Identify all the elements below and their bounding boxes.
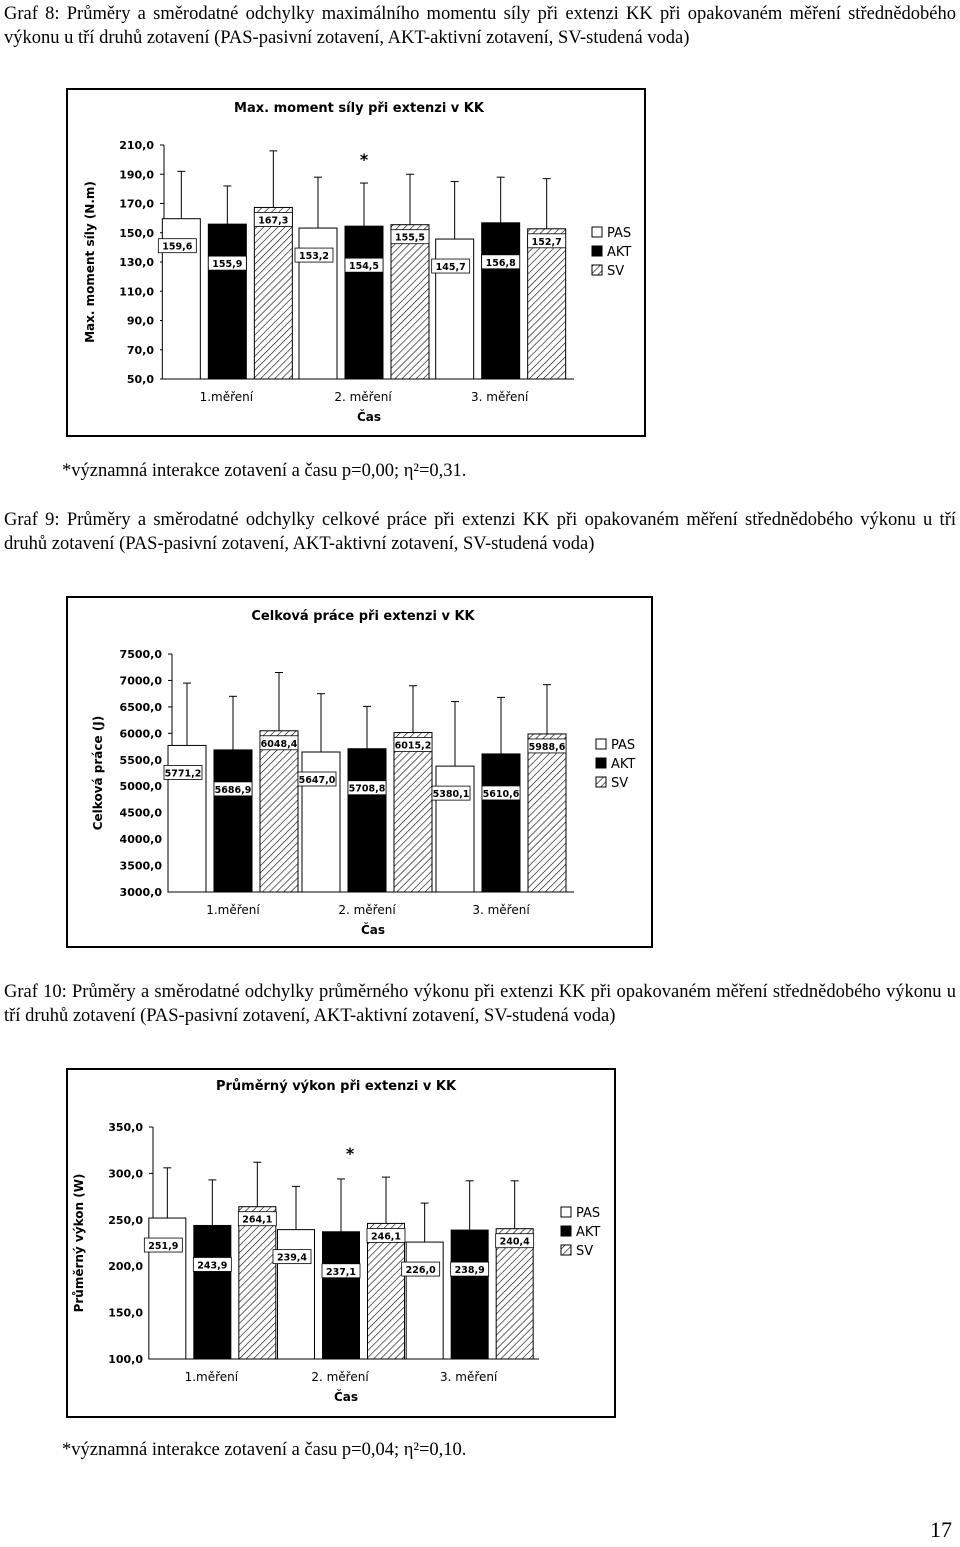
- y-tick-label: 200,0: [108, 1260, 143, 1274]
- y-tick-label: 7500,0: [119, 648, 162, 661]
- y-tick-label: 4000,0: [119, 833, 162, 847]
- y-axis-label: Průměrný výkon (W): [72, 1173, 86, 1313]
- chart-title: Max. moment síly při extenzi v KK: [234, 101, 484, 116]
- data-label-akt: 156,8: [485, 257, 516, 269]
- legend-swatch-akt: [592, 246, 602, 256]
- y-tick-label: 250,0: [108, 1213, 143, 1227]
- chart-graf9: [68, 598, 651, 946]
- x-tick-label: 2. měření: [338, 903, 396, 917]
- bar-sv: [391, 225, 429, 379]
- y-tick-label: 210,0: [119, 139, 154, 152]
- y-tick-label: 50,0: [126, 373, 154, 386]
- y-tick-label: 7000,0: [119, 674, 162, 688]
- bar-akt: [194, 1225, 231, 1359]
- chart-graf10: [68, 1070, 614, 1416]
- data-label-pas: 5647,0: [298, 775, 336, 787]
- data-label-pas: 251,9: [148, 1241, 179, 1253]
- chart-title: Celková práce při extenzi v KK: [251, 609, 475, 624]
- caption-graf10: Graf 10: Průměry a směrodatné odchylky průměrného výkonu při extenzi KK při opakovaném měření střednědobého výkonu u tří druhů zotavení (PAS-pasivní zotavení, AKT-aktivní zotavení, SV-studená voda): [4, 982, 956, 1026]
- data-label-pas: 145,7: [435, 262, 466, 274]
- y-tick-label: 90,0: [126, 314, 154, 328]
- y-axis-label: Celková práce (J): [91, 715, 105, 831]
- bar-akt: [482, 754, 520, 892]
- caption-graf8: Graf 8: Průměry a směrodatné odchylky maximálního momentu síly při extenzi KK při opakovaném měření střednědobého výkonu u tří druhů zotavení (PAS-pasivní zotavení, AKT-aktivní zotavení, SV-studená voda): [4, 4, 956, 48]
- chart-graf10-frame: [66, 1068, 616, 1418]
- bar-akt: [451, 1230, 488, 1359]
- bar-sv: [254, 207, 292, 379]
- data-label-akt: 238,9: [454, 1265, 485, 1277]
- data-label-sv: 240,4: [499, 1236, 530, 1248]
- data-label-akt: 5708,8: [348, 783, 386, 795]
- bar-sv: [528, 734, 566, 892]
- data-label-akt: 154,5: [348, 261, 380, 273]
- data-label-akt: 237,1: [325, 1266, 357, 1278]
- data-label-sv: 6015,2: [394, 740, 432, 752]
- bar-sv: [260, 731, 298, 892]
- y-tick-label: 170,0: [119, 197, 154, 211]
- y-tick-label: 130,0: [119, 256, 154, 269]
- data-label-sv: 264,1: [242, 1214, 273, 1226]
- data-label-pas: 239,4: [276, 1252, 308, 1264]
- legend-label-pas: PAS: [611, 738, 636, 753]
- legend-swatch-pas: [561, 1207, 571, 1217]
- x-tick-label: 3. měření: [440, 1370, 498, 1384]
- y-tick-label: 3000,0: [119, 886, 162, 899]
- data-label-pas: 5380,1: [432, 789, 470, 801]
- y-tick-label: 3500,0: [119, 859, 162, 873]
- y-tick-label: 4500,0: [119, 806, 162, 820]
- y-tick-label: 6500,0: [119, 700, 162, 714]
- note-graf10: *významná interakce zotavení a času p=0,04; η²=0,10.: [62, 1440, 467, 1460]
- legend-label-sv: SV: [607, 264, 625, 279]
- y-tick-label: 5000,0: [119, 780, 162, 794]
- bar-akt: [345, 226, 383, 379]
- legend-swatch-sv: [561, 1245, 571, 1255]
- x-tick-label: 1.měření: [184, 1370, 239, 1384]
- chart-graf8-frame: [66, 88, 646, 437]
- data-label-sv: 152,7: [531, 236, 562, 248]
- x-axis-label: Čas: [356, 410, 382, 424]
- bar-sv: [528, 229, 566, 379]
- chart-graf9-frame: [66, 596, 653, 948]
- chart-title: Průměrný výkon při extenzi v KK: [215, 1079, 457, 1094]
- bar-akt: [348, 749, 386, 892]
- data-label-pas: 5771,2: [164, 768, 202, 780]
- legend-swatch-akt: [561, 1226, 571, 1236]
- x-tick-label: 2. měření: [311, 1370, 369, 1384]
- legend-label-pas: PAS: [607, 226, 632, 241]
- bar-akt: [208, 224, 246, 379]
- legend-swatch-sv: [592, 265, 602, 275]
- y-tick-label: 150,0: [108, 1306, 143, 1320]
- x-axis-label: Čas: [333, 1390, 359, 1404]
- significance-annotation: *: [345, 1144, 355, 1163]
- legend-label-pas: PAS: [576, 1206, 601, 1221]
- y-tick-label: 70,0: [126, 343, 154, 357]
- y-axis-label: Max. moment síly (N.m): [83, 181, 97, 343]
- y-tick-label: 300,0: [108, 1167, 143, 1181]
- data-label-pas: 153,2: [298, 251, 330, 263]
- data-label-akt: 243,9: [197, 1260, 228, 1272]
- bar-akt: [482, 223, 520, 379]
- note-graf8: *významná interakce zotavení a času p=0,00; η²=0,31.: [62, 461, 467, 481]
- bar-pas: [278, 1230, 315, 1359]
- y-tick-label: 350,0: [108, 1121, 143, 1134]
- data-label-pas: 226,0: [405, 1265, 436, 1277]
- bar-pas: [406, 1242, 443, 1359]
- legend-label-akt: AKT: [607, 245, 632, 260]
- legend-swatch-akt: [596, 758, 606, 768]
- y-tick-label: 5500,0: [119, 753, 162, 767]
- x-tick-label: 3. měření: [472, 903, 530, 917]
- legend-swatch-pas: [592, 227, 602, 237]
- data-label-sv: 6048,4: [260, 738, 298, 750]
- significance-annotation: *: [359, 150, 369, 169]
- data-label-sv: 155,5: [394, 232, 426, 244]
- bar-pas: [436, 766, 474, 892]
- data-label-akt: 155,9: [212, 259, 243, 271]
- data-label-sv: 5988,6: [528, 741, 566, 753]
- y-tick-label: 150,0: [119, 226, 154, 240]
- legend-swatch-sv: [596, 777, 606, 787]
- y-tick-label: 100,0: [108, 1353, 143, 1366]
- legend-label-akt: AKT: [576, 1225, 601, 1240]
- bar-akt: [214, 750, 252, 892]
- bar-akt: [323, 1232, 360, 1359]
- x-axis-label: Čas: [360, 923, 386, 937]
- legend-swatch-pas: [596, 739, 606, 749]
- x-tick-label: 1.měření: [199, 390, 254, 404]
- x-tick-label: 3. měření: [471, 390, 529, 404]
- bar-sv: [394, 733, 432, 892]
- bar-sv: [496, 1229, 533, 1359]
- bar-sv: [239, 1207, 276, 1359]
- x-tick-label: 1.měření: [206, 903, 260, 917]
- data-label-sv: 167,3: [258, 215, 289, 227]
- data-label-akt: 5610,6: [482, 788, 520, 800]
- bar-sv: [368, 1223, 405, 1359]
- y-tick-label: 190,0: [119, 168, 154, 182]
- legend-label-sv: SV: [611, 776, 629, 791]
- chart-graf8: [68, 90, 644, 435]
- caption-graf9: Graf 9: Průměry a směrodatné odchylky celkové práce při extenzi KK při opakovaném měření střednědobého výkonu u tří druhů zotavení (PAS-pasivní zotavení, AKT-aktivní zotavení, SV-studená voda): [4, 510, 956, 554]
- data-label-pas: 159,6: [162, 241, 193, 253]
- data-label-sv: 246,1: [370, 1231, 402, 1243]
- page-number: 17: [930, 1517, 952, 1542]
- data-label-akt: 5686,9: [214, 784, 252, 796]
- x-tick-label: 2. měření: [334, 390, 392, 404]
- legend-label-sv: SV: [576, 1244, 594, 1259]
- y-tick-label: 110,0: [119, 285, 154, 299]
- y-tick-label: 6000,0: [119, 727, 162, 741]
- legend-label-akt: AKT: [611, 757, 636, 772]
